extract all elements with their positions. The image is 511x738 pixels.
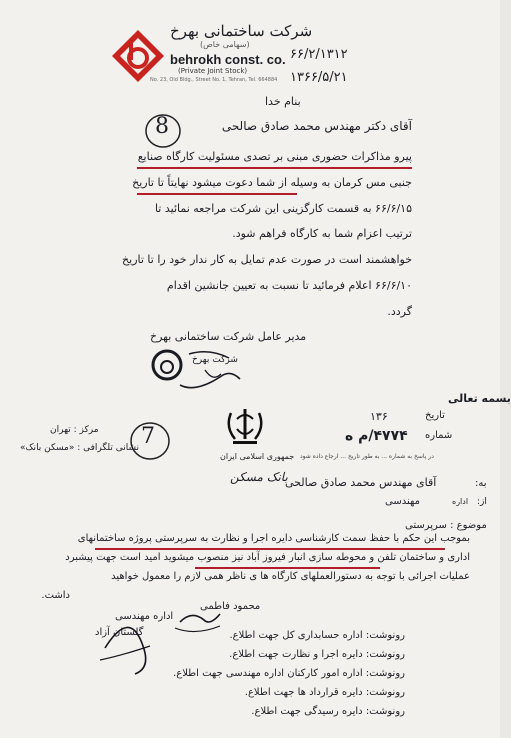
cc-line-5: رونوشت: دایره رسیدگی جهت اطلاع. <box>251 706 405 717</box>
body-line-3: ۶۶/۶/۱۵ به قسمت کارگزینی این شرکت مراجعه نمائید تا <box>154 202 412 215</box>
signatures-icon <box>95 600 235 675</box>
page-marker-8: 8 <box>155 114 169 139</box>
emblem-caption: جمهوری اسلامی ایران <box>220 452 295 461</box>
company-name-en: behrokh const. co. <box>170 52 286 67</box>
subject: موضوع : سرپرستی <box>405 520 487 531</box>
body-line-5: خواهشمند است در صورت عدم تمایل به کار ندار خود را تا تاریخ <box>122 253 412 266</box>
number-value: ۴۷۷۴/م ه <box>345 428 408 444</box>
company-address: No. 23, Old Bldg., Street No. 1, Tehran, Tel. 664884 <box>150 77 278 83</box>
date-value: ۱۳۶ <box>370 410 388 423</box>
page-marker-7: 7 <box>141 424 155 449</box>
company-name-fa: شرکت ساختمانی بهرخ <box>170 22 313 40</box>
company-stamp-icon <box>145 340 255 395</box>
body-line-2: جنبی مس کرمان به وسیله از شما دعوت میشود نهایتاً تا تاریخ <box>132 176 412 189</box>
company-type-en: (Private Joint Stock) <box>178 67 248 75</box>
company-type-fa: (سهامی خاص) <box>200 40 250 49</box>
stamp-text: شرکت بهرخ <box>192 355 238 365</box>
letter-date: ۱۳۶۶/۵/۲۱ <box>290 70 348 85</box>
body2-line-1: بموجب این حکم با حفظ سمت کارشناسی دایره اجرا و نظارت به سرپرستی پروژه ساختمانهای <box>77 533 470 544</box>
cc-line-1: رونوشت: اداره حسابداری کل جهت اطلاع. <box>229 630 405 641</box>
from-label: از: <box>477 497 487 507</box>
body2-line-3: عملیات اجرائی با توجه به دستورالعملهای کارگاه ها ی ناظر همی لازم را معمول خواهید <box>111 571 470 582</box>
body2-line-4: داشت. <box>41 590 70 601</box>
underline-3 <box>95 548 445 550</box>
org-center: مرکز : تهران <box>50 425 99 435</box>
body-line-4: ترتیب اعزام شما به کارگاه فراهم شود. <box>232 227 412 240</box>
body-line-6: ۶۶/۶/۱۰ اعلام فرمائید تا نسبت به تعیین جانشین اقدام <box>166 279 412 292</box>
iran-emblem-icon <box>225 405 265 447</box>
reference-line: در پاسخ به شماره ... به طور تاریخ ... ارجاع داده شود <box>300 453 434 460</box>
bank-name: بانک مسکن <box>230 470 288 484</box>
date-label: تاریخ <box>425 410 445 421</box>
underline-2 <box>137 193 297 195</box>
invocation-2: بسمه تعالی <box>448 392 511 405</box>
underline-4 <box>195 567 380 569</box>
underline-1 <box>137 167 412 169</box>
signer-title: اداره مهندسی <box>115 611 174 622</box>
dept-label: اداره <box>452 497 469 506</box>
body2-line-2: اداری و ساختمان تلفن و محوطه سازی انبار فیروز آباد نیز منصوب میشوید امید است جهت پیشبرد <box>65 552 470 563</box>
body-line-1: پیرو مذاکرات حضوری مبنی بر تصدی مسئولیت کارگاه صنایع <box>137 150 412 163</box>
letter-number: ۶۶/۲/۱۳۱۲ <box>290 47 348 62</box>
signer-name: محمود فاطمی <box>200 601 261 612</box>
org-telegraph: نشانی تلگرافی : «مسکن بانک» <box>20 443 139 453</box>
salutation: آقای دکتر مهندس محمد صادق صالحی <box>221 119 412 133</box>
cc-line-3: رونوشت: اداره امور کارکنان اداره مهندسی جهت اطلاع. <box>173 668 405 679</box>
behrokh-logo-icon <box>110 28 166 84</box>
number-label: شماره <box>425 430 453 441</box>
body-line-7: گردد. <box>387 305 412 318</box>
invocation: بنام خدا <box>265 95 301 108</box>
to-value: آقای مهندس محمد صادق صالحی <box>285 476 437 489</box>
signature-title: مدیر عامل شرکت ساختمانی بهرخ <box>150 330 307 343</box>
dept-value: مهندسی <box>385 496 420 507</box>
to-label: به: <box>475 478 487 489</box>
signer-sub: گلستان آزاد <box>95 627 144 638</box>
cc-line-2: رونوشت: دایره اجرا و نظارت جهت اطلاع. <box>229 649 405 660</box>
cc-line-4: رونوشت: دایره قرارداد ها جهت اطلاع. <box>244 687 405 698</box>
